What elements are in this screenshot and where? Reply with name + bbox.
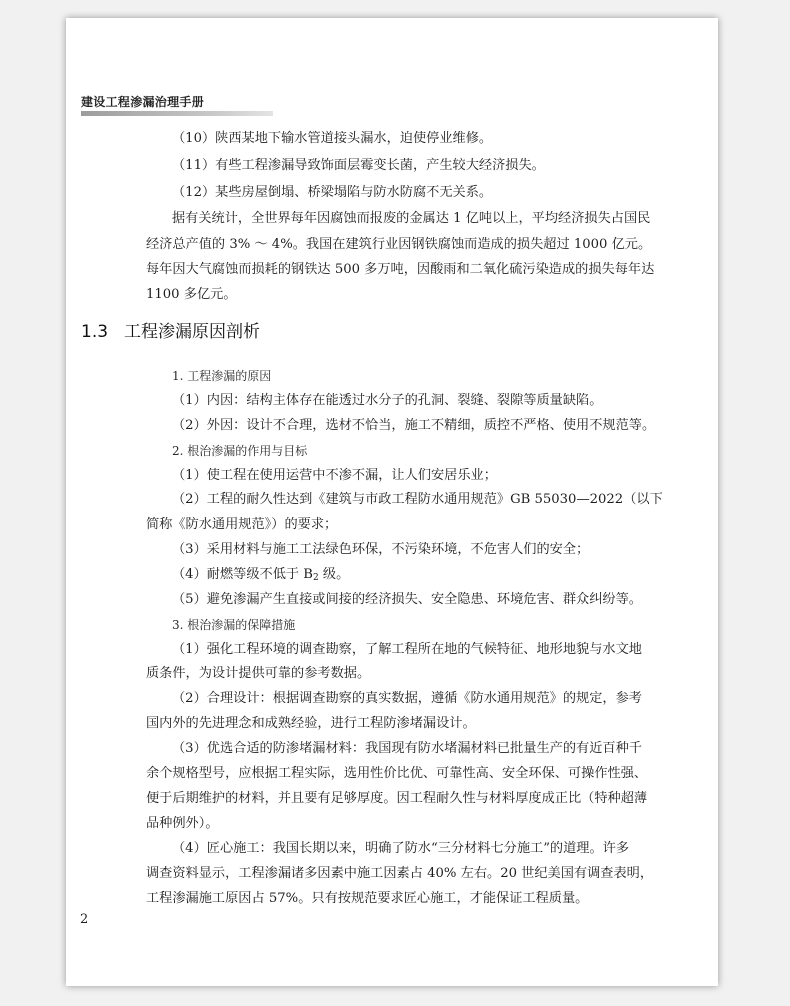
list-item: （2）合理设计：根据调查勘察的真实数据，遵循《防水通用规范》的规定，参考 <box>172 691 642 706</box>
paragraph-line: 经济总产值的 3% ～ 4%。我国在建筑行业因钢铁腐蚀而造成的损失超过 1000 亿元。 <box>146 237 652 252</box>
list-item: （5）避免渗漏产生直接或间接的经济损失、安全隐患、环境危害、群众纠纷等。 <box>172 592 642 607</box>
list-item: （12）某些房屋倒塌、桥梁塌陷与防水防腐不无关系。 <box>172 185 493 200</box>
paragraph-line: 便于后期维护的材料，并且要有足够厚度。因工程耐久性与材料厚度成正比（特种超薄 <box>146 791 648 806</box>
list-item: （3）采用材料与施工工法绿色环保，不污染环境，不危害人们的安全； <box>172 542 590 557</box>
section-heading <box>81 317 260 342</box>
list-item: （10）陕西某地下输水管道接头漏水，迫使停业维修。 <box>172 131 493 146</box>
paragraph-line: 据有关统计，全世界每年因腐蚀而报废的金属达 1 亿吨以上，平均经济损失占国民 <box>172 211 651 226</box>
list-item <box>172 567 349 586</box>
paragraph-line: 调查资料显示，工程渗漏诸多因素中施工因素占 40% 左右。20 世纪美国有调查表明， <box>146 866 654 881</box>
paragraph-line: 每年因大气腐蚀而损耗的钢铁达 500 多万吨，因酸雨和二氧化硫污染造成的损失每年达 <box>146 262 655 277</box>
list-item: （2）工程的耐久性达到《建筑与市政工程防水通用规范》GB 55030—2022（以下 <box>172 492 663 507</box>
section-number: 1.3 <box>81 322 109 342</box>
running-header: 建设工程渗漏治理手册 <box>81 95 205 109</box>
subscript: 2 <box>312 573 319 583</box>
list-item-text: 级。 <box>318 567 350 582</box>
list-item: （1）使工程在使用运营中不渗不漏，让人们安居乐业； <box>172 468 497 483</box>
paragraph-line: 简称《防水通用规范》）的要求； <box>146 517 338 532</box>
list-item-text: （4）耐燃等级不低于 B <box>172 567 313 582</box>
list-item: （4）匠心施工：我国长期以来，明确了防水“三分材料七分施工”的道理。许多 <box>172 841 630 856</box>
header-rule <box>81 111 273 116</box>
subheading: 1. 工程渗漏的原因 <box>172 369 272 383</box>
paragraph-line: 品种例外）。 <box>146 816 219 831</box>
paragraph-line: 工程渗漏施工原因占 57%。只有按规范要求匠心施工，才能保证工程质量。 <box>146 891 589 906</box>
section-title: 工程渗漏原因剖析 <box>124 322 261 342</box>
paragraph-line: 质条件，为设计提供可靠的参考数据。 <box>146 666 371 681</box>
list-item: （11）有些工程渗漏导致饰面层霉变长菌，产生较大经济损失。 <box>172 158 545 173</box>
subheading: 3. 根治渗漏的保障措施 <box>172 618 296 632</box>
subheading: 2. 根治渗漏的作用与目标 <box>172 444 308 458</box>
paragraph-line: 1100 多亿元。 <box>146 287 237 302</box>
list-item: （1）内因：结构主体存在能透过水分子的孔洞、裂缝、裂隙等质量缺陷。 <box>172 393 603 408</box>
page-number: 2 <box>80 912 89 927</box>
list-item: （3）优选合适的防渗堵漏材料：我国现有防水堵漏材料已批量生产的有近百种千 <box>172 741 642 756</box>
paragraph-line: 余个规格型号，应根据工程实际，选用性价比优、可靠性高、安全环保、可操作性强、 <box>146 766 648 781</box>
list-item: （1）强化工程环境的调查勘察，了解工程所在地的气候特征、地形地貌与水文地 <box>172 642 642 657</box>
list-item: （2）外因：设计不合理，选材不恰当，施工不精细，质控不严格、使用不规范等。 <box>172 418 656 433</box>
paragraph-line: 国内外的先进理念和成熟经验，进行工程防渗堵漏设计。 <box>146 716 476 731</box>
